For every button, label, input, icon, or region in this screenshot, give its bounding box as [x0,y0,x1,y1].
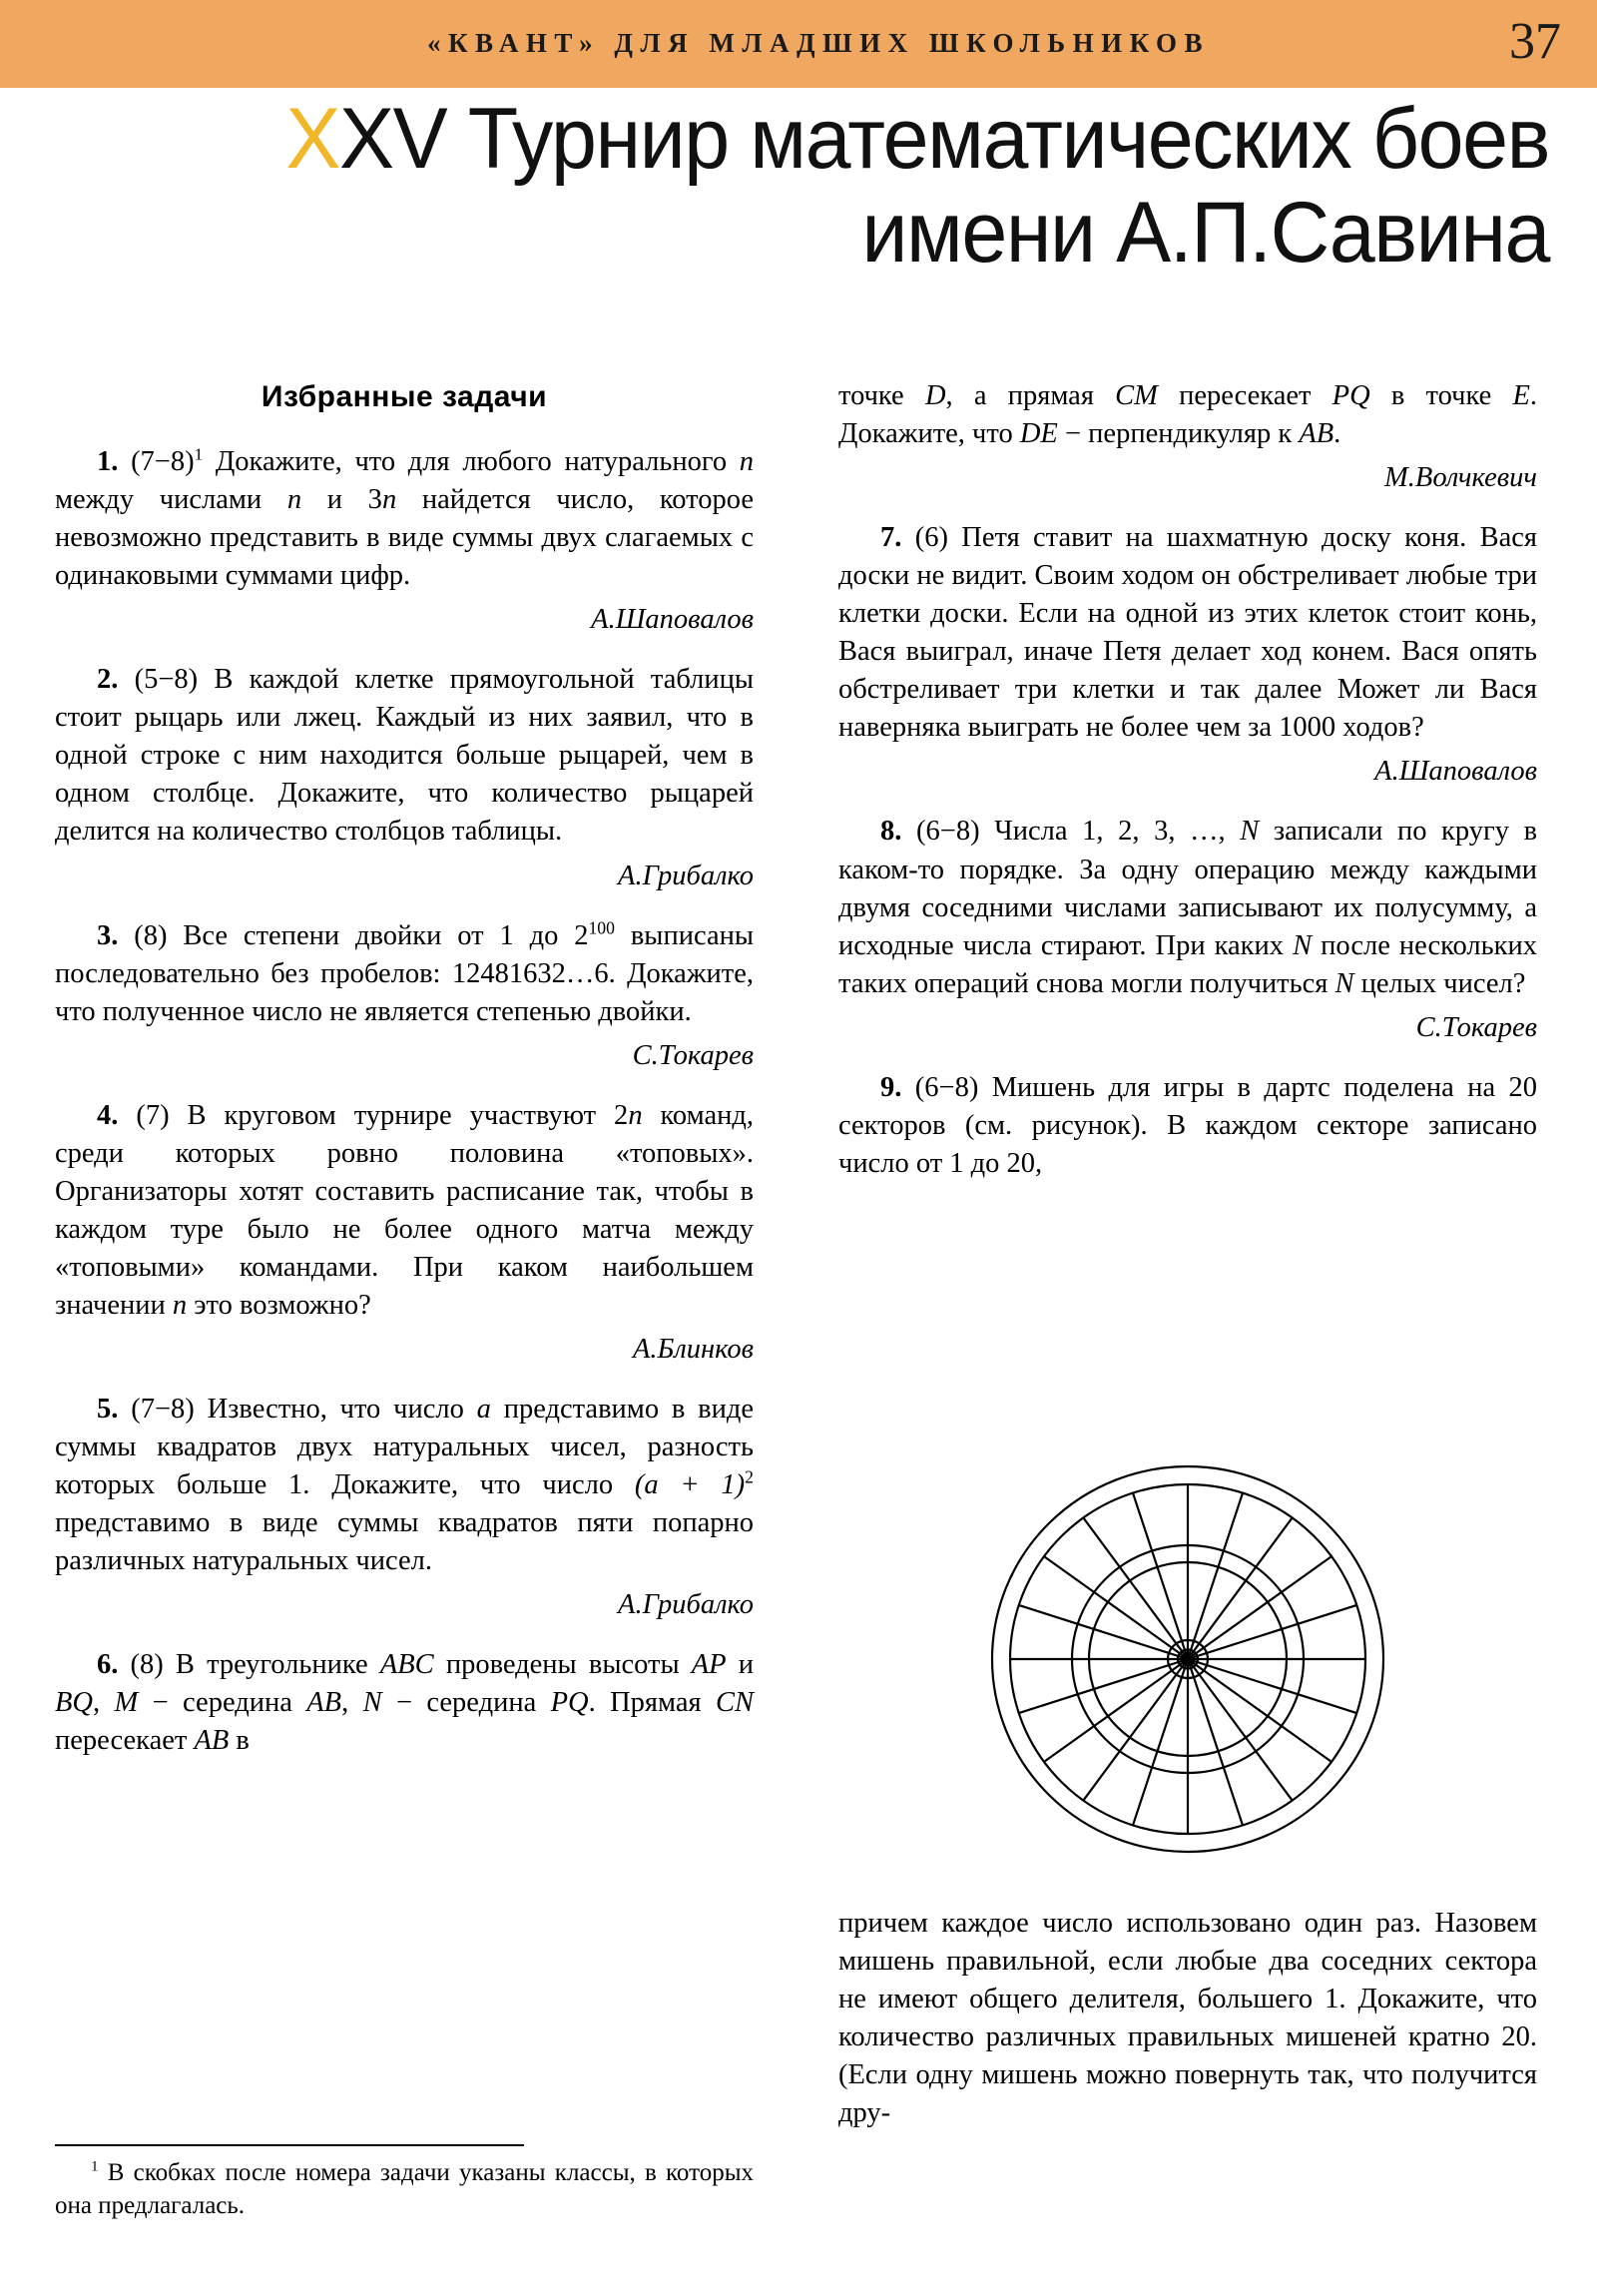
p6c-text-f: − перпендикуляр к [1057,418,1300,450]
sector-divider-17 [1188,1659,1356,1713]
problem-4-text-c: это возможно? [187,1289,371,1321]
problem-4-grades: (7) [136,1099,170,1131]
problem-3 [55,917,754,1031]
problem-6-var-ab2: AB [194,1725,230,1757]
problem-2-grades: (5−8) [134,664,199,696]
sector-divider-13 [1188,1517,1293,1659]
problem-8-author: С.Токарев [1415,1011,1537,1043]
problem-5-grades: (7−8) [131,1394,195,1426]
dartboard-svg [978,1449,1397,1874]
sector-divider-14 [1188,1556,1331,1659]
sector-divider-15 [1188,1605,1356,1659]
footnote-body: В скобках после номера задачи указаны классы, в которых она предлагалась. [55,2159,754,2220]
problem-6-text-d: , [93,1687,115,1719]
problem-1-grades: (7−8) [131,446,195,478]
problem-3-text-b: выписаны последовательно без пробелов: 12481632…6. Докажите, что полученное число не является степенью двойки. [55,919,754,1027]
problem-1-text-d: найдется число, которое невозможно представить в виде суммы двух слагаемых с одинаковыми суммами цифр. [55,484,754,592]
sector-dividers [1010,1484,1365,1834]
problem-5-var-a: a [476,1394,491,1426]
problem-9-text: Мишень для игры в дартс поделена на 20 секторов (см. рисунок). В каждом секторе записано число от 1 до 20, [838,1071,1537,1179]
problem-9 [838,1069,1537,1183]
problem-5-formula-exponent: 2 [745,1466,754,1487]
problem-6-text-h: . Прямая [588,1687,716,1719]
problem-2-text: В каждой клетке прямоугольной таблицы стоит рыцарь или лжец. Каждый из них заявил, что в одной строке с ним находится больше рыцарей, чем в одном столбце. Докажите, что количество рыцарей делится на количество столбцов таблицы. [55,664,755,848]
problem-1-author: А.Шаповалов [591,604,754,636]
problem-6-text-f: , [341,1687,363,1719]
problem-6-author: М.Волчкевич [1384,462,1537,494]
banner-title: «КВАНТ» ДЛЯ МЛАДШИХ ШКОЛЬНИКОВ [426,28,1211,58]
problem-8-number: 8. [880,816,902,848]
problem-1 [55,443,754,595]
footnote-number: 1 [91,2158,99,2175]
problem-1-text-b: между числами [55,484,287,516]
sector-divider-2 [1133,1659,1188,1825]
dartboard-group [992,1466,1383,1852]
problem-1-text-c: и 3 [301,484,382,516]
problem-8-text-a: Числа 1, 2, 3, …, [994,816,1241,848]
right-column-after-figure [838,1905,1537,2138]
problem-2-author: А.Грибалко [618,860,754,891]
p6c-var-pq: PQ [1331,380,1370,411]
p6c-text-c: пересекает [1157,380,1332,411]
sector-divider-4 [1044,1659,1188,1762]
problem-6-var-n: N [362,1687,382,1719]
page-number: 37 [1509,13,1561,70]
problem-1-var-n2: n [286,484,302,516]
problem-7 [838,519,1537,747]
p6c-var-cm: CM [1115,380,1158,411]
problem-3-grades: (8) [134,919,168,951]
footnote-block [55,2144,754,2223]
sector-divider-10 [1133,1493,1188,1659]
problem-4-author: А.Блинков [632,1334,754,1366]
p6c-text-d: в точке [1369,380,1513,411]
footnote-text [55,2156,754,2223]
problem-7-number: 7. [880,522,902,554]
problem-6-number: 6. [97,1649,119,1681]
problem-3-number: 3. [97,919,119,951]
problem-6-continuation [838,377,1537,453]
problem-8-var-N2: N [1293,929,1313,961]
problem-8 [838,813,1537,1002]
sector-divider-3 [1083,1659,1188,1801]
problem-6-grades: (8) [130,1649,164,1681]
problem-5 [55,1391,754,1580]
sector-divider-19 [1188,1659,1293,1801]
problem-4-var-n: n [628,1099,643,1131]
problem-8-text-c: после нескольких таких операций снова могли получиться [838,929,1537,999]
problem-4-number: 4. [97,1099,119,1131]
p6c-text-e: . Докажите, что [838,380,1538,450]
problem-5-text-b: представимо в виде суммы квадратов двух натуральных чисел, разность которых больше 1. Докажите, что число [55,1394,755,1501]
right-text-column [838,377,1537,1189]
problem-6-var-m: M [114,1687,139,1719]
masthead-line-1 [108,91,1549,187]
problem-6-text-g: − середина [381,1687,551,1719]
banner-inner [0,0,1597,88]
problem-5-number: 5. [97,1394,119,1426]
problem-4-text-a: В круговом турнире участвуют 2 [187,1099,629,1131]
problem-6-var-cn: CN [716,1687,755,1719]
problem-6-text-i: пересекает [55,1725,195,1757]
page-header-banner [0,0,1597,88]
p6c-text-a: точке [838,380,925,411]
p6c-text-g: . [1333,418,1341,450]
problem-6-var-pq: PQ [550,1687,589,1719]
problem-8-text-b: записали по кругу в каком-то порядке. За одну операцию между каждыми двумя соседними числами записывают их полусумму, а исходные числа стирают. При каких [838,816,1538,961]
problem-6-text-j: в [229,1725,250,1757]
p6c-text-b: , а прямая [945,380,1116,411]
problem-8-text-d: целых чисел? [1353,967,1526,999]
problem-3-exponent: 100 [588,917,615,938]
problem-6-text-c: и [726,1649,754,1681]
problem-1-number: 1. [97,446,119,478]
problem-3-author: С.Токарев [632,1039,754,1071]
problem-9-continuation: причем каждое число использовано один раз. Назовем мишень правильной, если любые два соседних сектора не имеют общего делителя, большего 1. Докажите, что количество различных правильных мишеней кратно 20. (Если одну мишень можно повернуть так, что получится дру- [838,1908,1537,2129]
problem-5-formula: (a + 1) [634,1469,746,1501]
masthead-line-1-rest: XV Турнир математических боев [338,91,1549,187]
problem-3-text-a: Все степени двойки от 1 до 2 [183,919,589,951]
problem-4-text-b: команд, среди которых ровно половина «топовых». Организаторы хотят составить расписание так, чтобы в каждом туре было не более одного матча между «топовыми» командами. При каком наибольшем значении [55,1099,755,1321]
sector-divider-20 [1188,1659,1243,1825]
problem-6-var-bq: BQ [55,1687,93,1719]
left-text-column [55,377,754,1767]
problem-6-text-e: − середина [138,1687,307,1719]
problem-6-text-b: проведены высоты [433,1649,692,1681]
problem-9-number: 9. [880,1071,902,1103]
problem-8-var-N: N [1240,816,1260,848]
masthead-accent-letter: X [285,91,339,187]
problem-9-grades: (6−8) [914,1071,979,1103]
footnote-marker: 1 [194,444,204,464]
problem-4 [55,1097,754,1325]
sector-divider-5 [1019,1659,1188,1713]
sector-divider-18 [1188,1659,1331,1762]
problem-6-var-ap: AP [691,1649,727,1681]
p6c-var-de: DE [1019,418,1058,450]
article-masthead [48,91,1549,281]
problem-8-var-N3: N [1334,967,1354,999]
dartboard-figure [838,1449,1537,1889]
problem-6 [55,1646,754,1760]
problem-1-var-n: n [739,446,755,478]
problem-7-text: Петя ставит на шахматную доску коня. Вася доски не видит. Своим ходом он обстреливает любые три клетки доски. Если на одной из этих клеток стоит конь, Вася выиграл, иначе Петя делает ход конем. Вася опять обстреливает три клетки и так далее Может ли Вася наверняка выиграть не более чем за 1000 ходов? [838,522,1537,744]
problem-5-text-a: Известно, что число [207,1394,477,1426]
problem-4-var-n2: n [172,1289,188,1321]
problem-7-author: А.Шаповалов [1374,756,1537,788]
masthead-line-2: имени А.П.Савина [861,184,1549,281]
sector-divider-7 [1019,1605,1188,1659]
problem-6-var-abc: ABC [379,1649,434,1681]
p6c-var-ab: AB [1299,418,1334,450]
section-heading: Избранные задачи [261,380,548,413]
sector-divider-8 [1044,1556,1188,1659]
problem-8-grades: (6−8) [916,816,980,848]
problem-1-text-a: Докажите, что для любого натурального [215,446,740,478]
problem-7-grades: (6) [914,522,948,554]
problem-6-text-a: В треугольнике [175,1649,380,1681]
p6c-var-d: D [924,380,946,411]
problem-6-var-ab: AB [306,1687,342,1719]
sector-divider-9 [1083,1517,1188,1659]
problem-5-text-c: представимо в виде суммы квадратов пяти попарно различных натуральных чисел. [55,1507,754,1577]
problem-1-var-n3: n [381,484,397,516]
footnote-rule [55,2144,524,2146]
sector-divider-12 [1188,1493,1243,1659]
problem-2-number: 2. [97,664,119,696]
problem-5-author: А.Грибалко [618,1589,754,1621]
p6c-var-e: E [1512,380,1530,411]
problem-2 [55,661,754,851]
